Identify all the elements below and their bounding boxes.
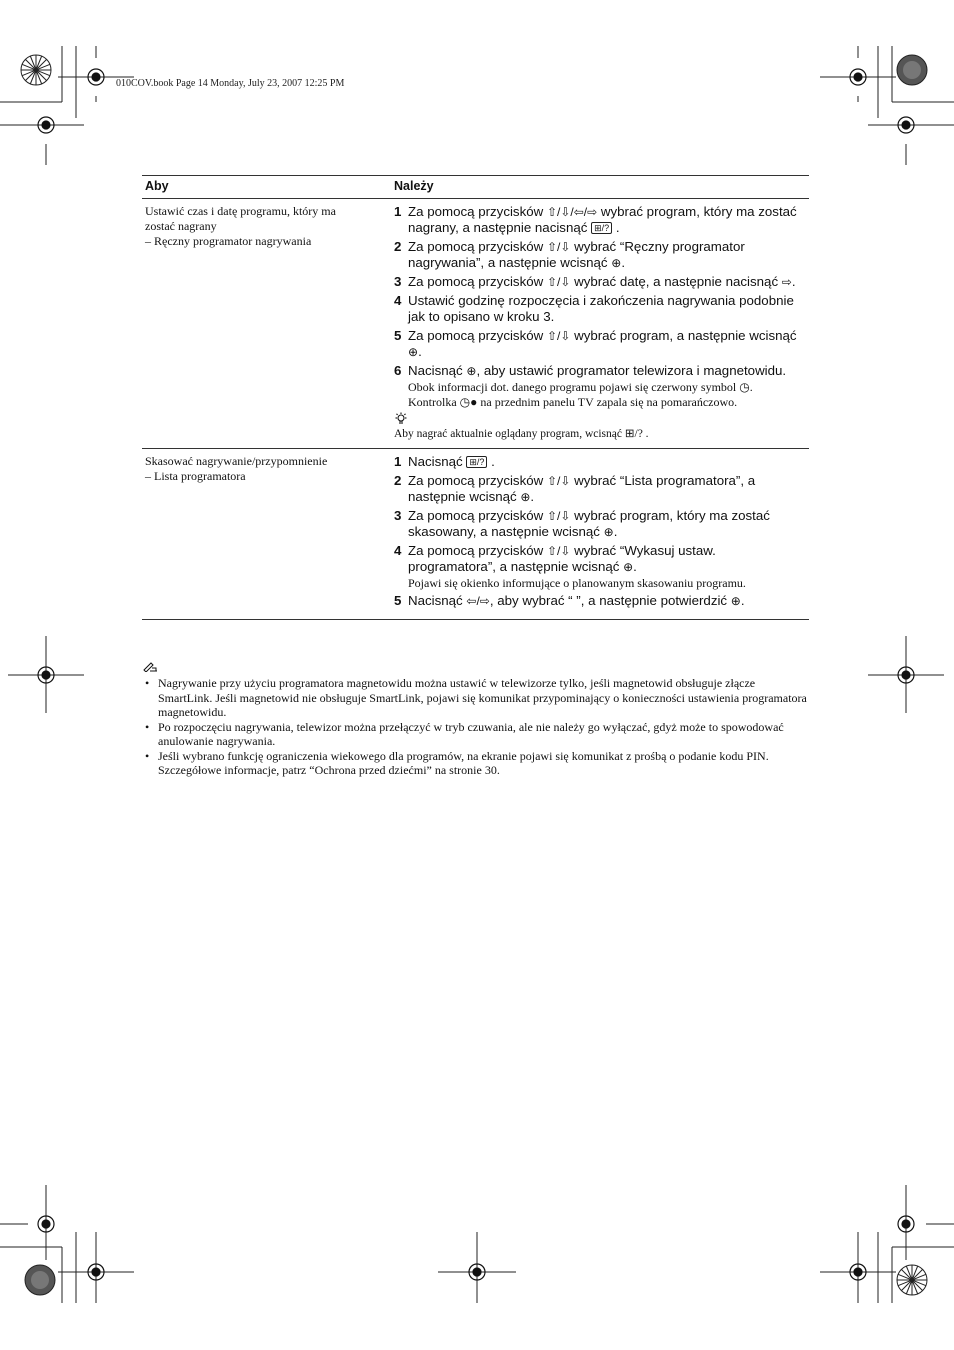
arrow-buttons-icon: ⇧/⇩ (546, 240, 571, 254)
notes-section (142, 660, 809, 778)
table-row (142, 449, 809, 620)
list-item: • Po rozpoczęciu nagrywania, telewizor można przełączyć w tryb czuwania, ale nie należy go wyłączać, gdyż może to spowodować anulowanie nagrywania. (142, 720, 809, 749)
ok-button-icon: ⊕ (408, 345, 419, 359)
step: 5 Za pomocą przycisków ⇧/⇩ wybrać program, a następnie wcisnąć ⊕. (394, 328, 797, 359)
ok-button-icon: ⊕ (623, 560, 634, 574)
step: 4 Ustawić godzinę rozpoczęcia i zakończenia nagrywania podobnie jak to opisano w kroku 3. (394, 293, 794, 324)
arrow-buttons-icon: ⇧/⇩ (546, 329, 571, 343)
ok-button-icon: ⊕ (466, 364, 477, 378)
timer-guide-button-icon: ⊞/? (466, 456, 487, 468)
list-item: • Jeśli wybrano funkcję ograniczenia wiekowego dla programów, na ekranie pojawi się komunikat z prośbą o podanie kodu PIN. Szczegółowe informacje, patrz “Ochrona przed dziećmi” na stronie 30. (142, 749, 809, 778)
ok-button-icon: ⊕ (603, 525, 614, 539)
note-pencil-icon (142, 660, 809, 672)
row-steps (391, 449, 809, 620)
ok-button-icon: ⊕ (520, 490, 531, 504)
step: 2 Za pomocą przycisków ⇧/⇩ wybrać “Ręczny programator nagrywania”, a następnie wcisnąć ⊕. (394, 239, 745, 270)
row-task: Skasować nagrywanie/przypomnienie – Lista programatora (142, 449, 391, 620)
ok-button-icon: ⊕ (611, 256, 622, 270)
arrow-buttons-icon: ⇧/⇩ (546, 474, 571, 488)
instructions-table (142, 175, 809, 620)
step: 6 Nacisnąć ⊕, aby ustawić programator telewizora i magnetowidu. (394, 363, 787, 378)
step: 1 Nacisnąć ⊞/? . (394, 454, 495, 469)
step: 4 Za pomocą przycisków ⇧/⇩ wybrać “Wykasuj ustaw. programatora”, a następnie wcisnąć ⊕. (394, 543, 716, 574)
tip-text: Aby nagrać aktualnie oglądany program, wcisnąć ⊞/? . (394, 428, 649, 440)
left-right-arrow-icon: ⇦/⇨ (466, 594, 490, 608)
ok-button-icon: ⊕ (730, 594, 741, 608)
right-arrow-icon: ⇨ (781, 275, 792, 289)
step-note: Pojawi się okienko informujące o planowanym skasowaniu programu. (408, 576, 746, 590)
step: 3 Za pomocą przycisków ⇧/⇩ wybrać datę, a następnie nacisnąć ⇨. (394, 274, 796, 289)
row-task: Ustawić czas i datę programu, który ma zostać nagrany – Ręczny programator nagrywania (142, 199, 391, 449)
list-item: • Nagrywanie przy użyciu programatora magnetowidu można ustawić w telewizorze tylko, jeśli magnetowid obsługuje złącze SmartLink. Jeśli magnetowid nie obsługuje SmartLink, pojawi się komunikat przypominający o konieczności ustawienia programatora magnetowidu. (142, 676, 809, 720)
lightbulb-icon (394, 412, 805, 426)
column-header-aby: Aby (142, 176, 391, 199)
step: 5 Nacisnąć ⇦/⇨, aby wybrać “ ”, a następnie potwierdzić ⊕. (394, 593, 745, 608)
arrow-buttons-icon: ⇧/⇩ (546, 544, 571, 558)
step: 1 Za pomocą przycisków ⇧/⇩/⇦/⇨ wybrać program, który ma zostać nagrany, a następnie nacisnąć ⊞/? . (394, 204, 797, 235)
step-note: Obok informacji dot. danego programu pojawi się czerwony symbol ◷. Kontrolka ◷● na przednim panelu TV zapala się na pomarańczowo. (408, 380, 753, 409)
table-row (142, 199, 809, 449)
arrow-buttons-icon: ⇧/⇩/⇦/⇨ (546, 205, 598, 219)
print-header: 010COV.book Page 14 Monday, July 23, 2007 12:25 PM (116, 78, 345, 89)
arrow-buttons-icon: ⇧/⇩ (546, 509, 571, 523)
column-header-nalezy: Należy (391, 176, 809, 199)
timer-guide-button-icon: ⊞/? (591, 222, 612, 234)
row-steps (391, 199, 809, 449)
step: 2 Za pomocą przycisków ⇧/⇩ wybrać “Lista programatora”, a następnie wcisnąć ⊕. (394, 473, 756, 504)
arrow-buttons-icon: ⇧/⇩ (546, 275, 571, 289)
step: 3 Za pomocą przycisków ⇧/⇩ wybrać program, który ma zostać skasowany, a następnie wcisnąć ⊕. (394, 508, 770, 539)
